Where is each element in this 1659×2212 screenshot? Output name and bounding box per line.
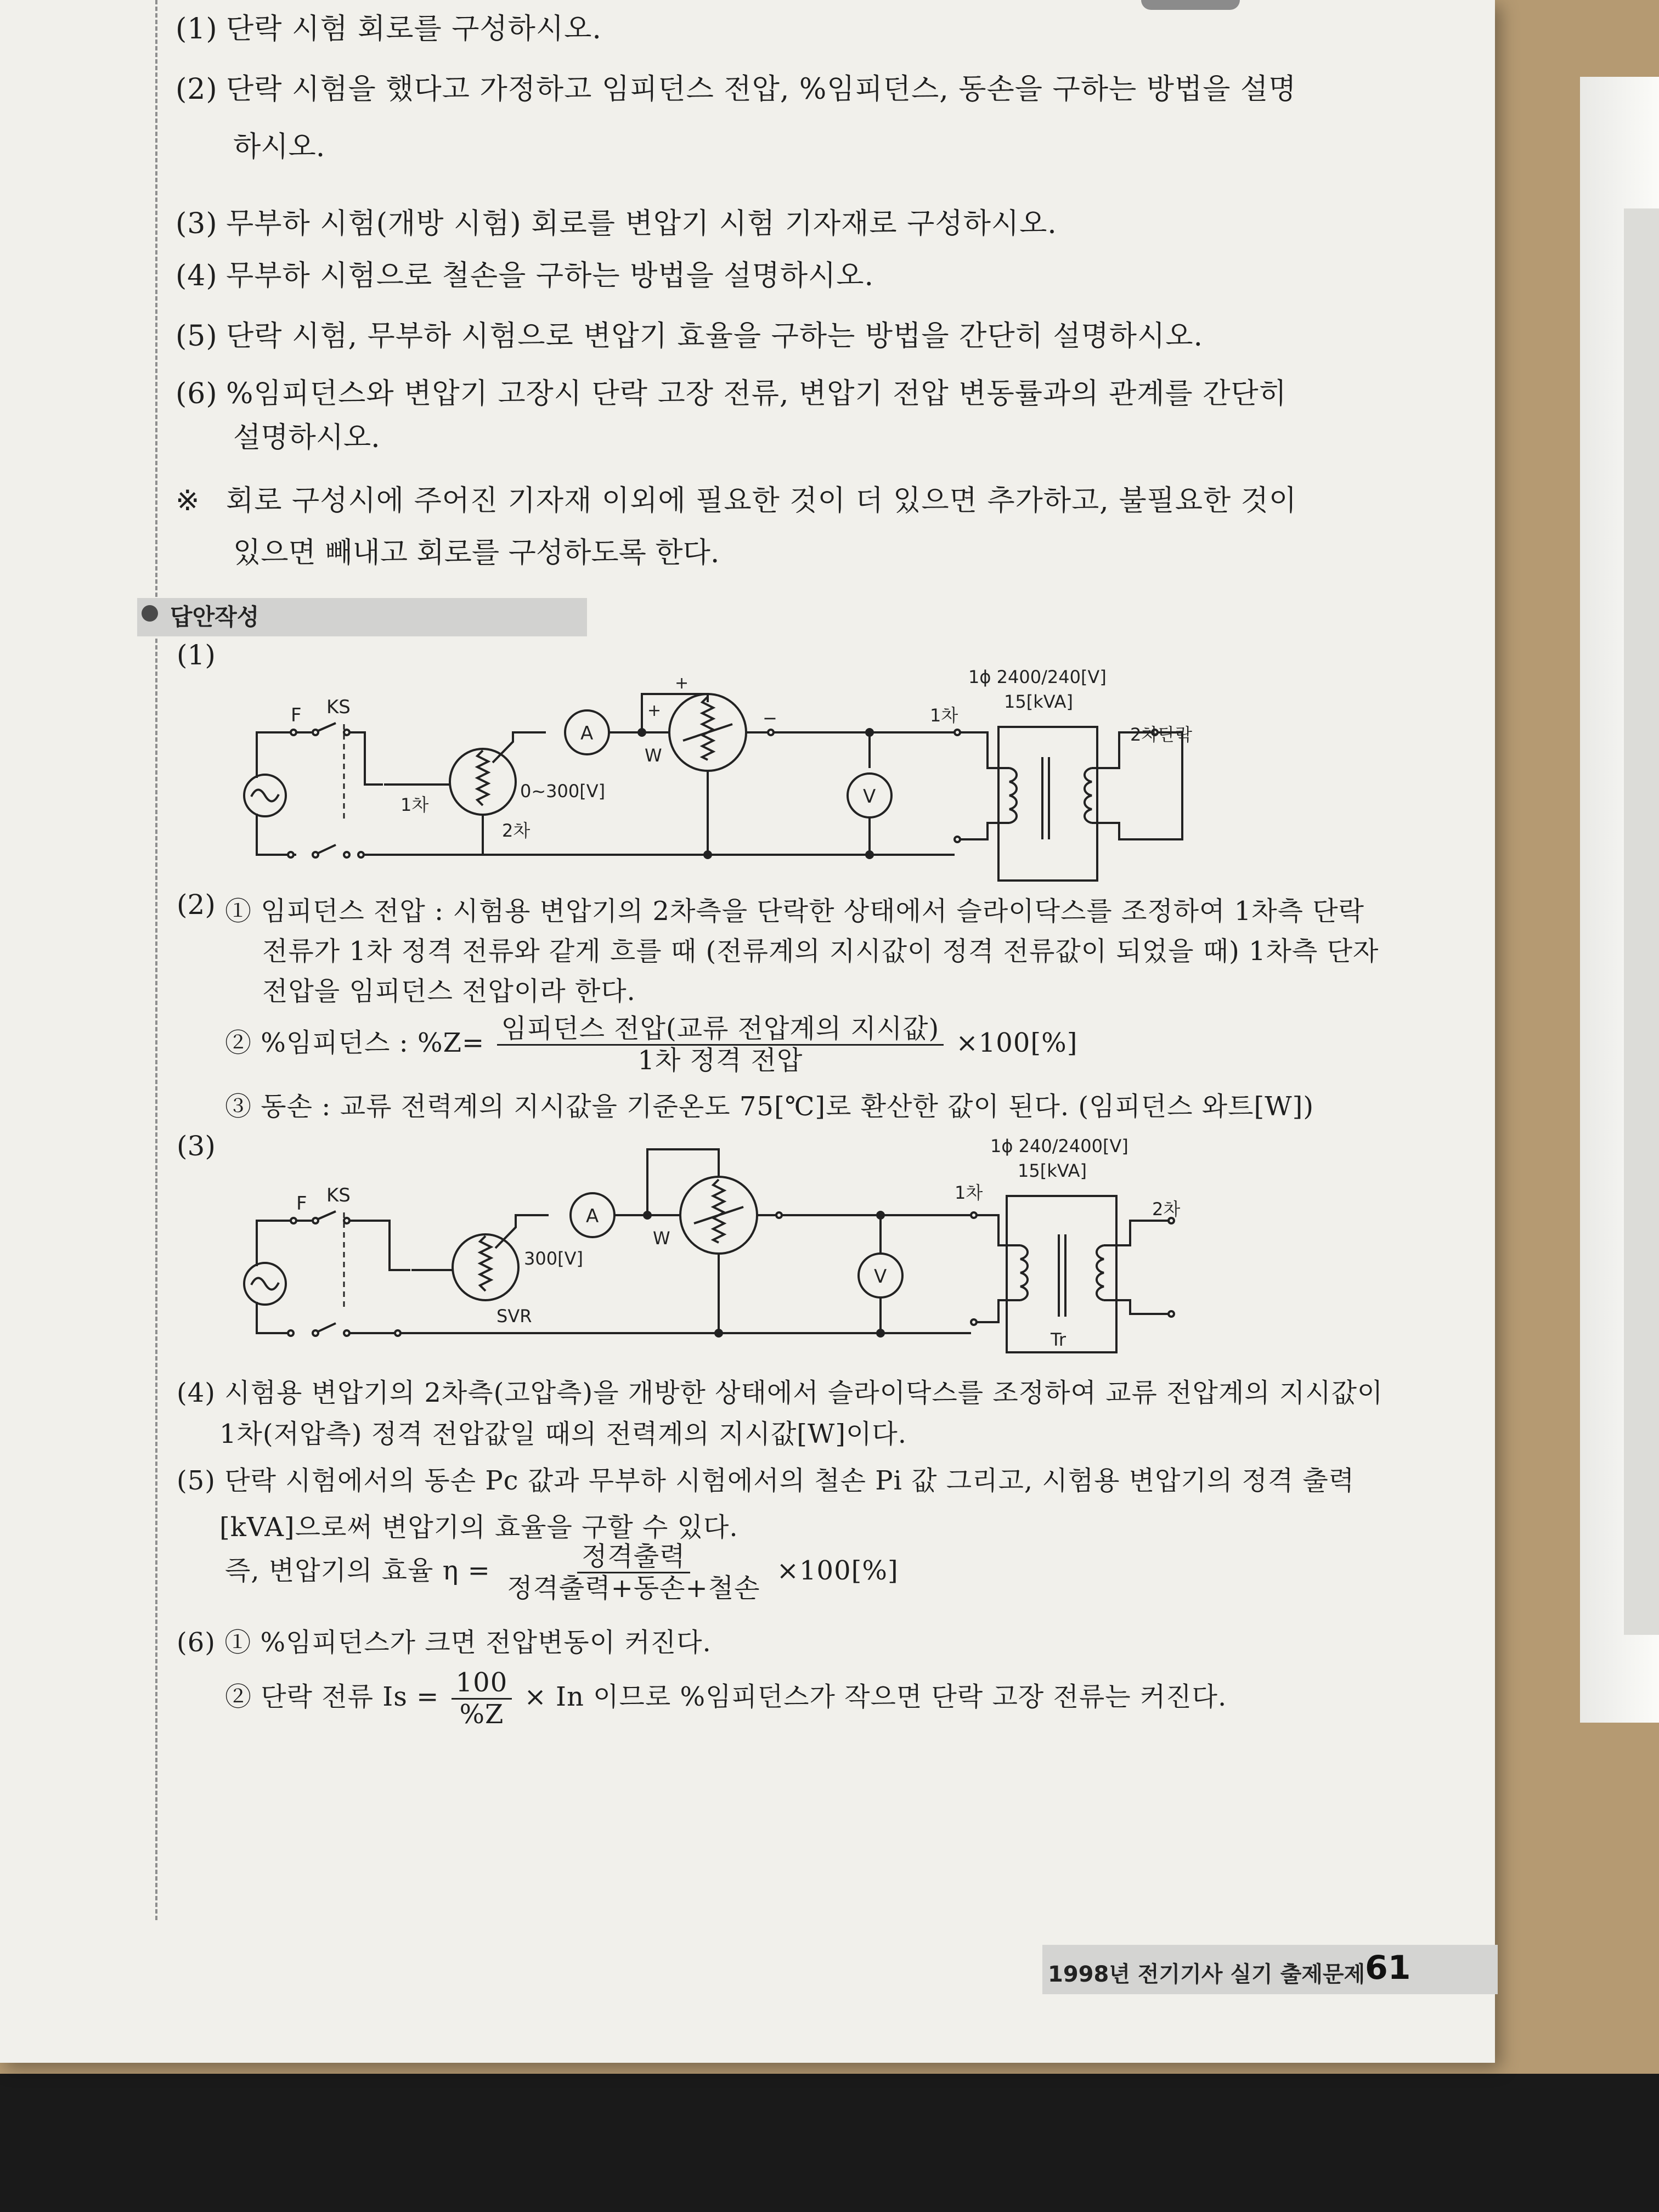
minus-terminal: − — [763, 708, 777, 729]
answer-2-item-3: ③ 동손 : 교류 전력계의 지시값을 기준온도 75[℃]로 환산한 값이 된다. (임피던스 와트[W]) — [225, 1091, 1314, 1122]
note-continued: 있으면 빼내고 회로를 구성하도록 한다. — [233, 537, 720, 569]
answer-3-label: (3) — [177, 1130, 216, 1162]
answer-5: (5) 단락 시험에서의 동손 Pc 값과 무부하 시험에서의 철손 Pi 값 그리고, 시험용 변압기의 정격 출력 — [177, 1465, 1355, 1496]
answer-2-label: (2) — [177, 889, 216, 921]
question-1: (1) 단락 시험 회로를 구성하시오. — [176, 13, 602, 46]
question-5: (5) 단락 시험, 무부하 시험으로 변압기 효율을 구하는 방법을 간단히 설명하시오. — [176, 320, 1204, 353]
short-circuit-test-diagram — [219, 658, 1207, 889]
wattmeter-label: W — [645, 745, 662, 766]
answer-6-item-2: ② 단락 전류 Is = $\frac{100}{\%Z}$ × In 이므로 %임피던스가 작으면 단락 고장 전류는 커진다. — [225, 1667, 1227, 1730]
answer-1-label: (1) — [177, 639, 216, 671]
switch-label: KS — [326, 696, 351, 718]
answer-2-item-1-line-3: 전압을 임피던스 전압이라 한다. — [262, 976, 636, 1007]
ammeter-label: A — [586, 1205, 599, 1227]
percent-impedance-fraction: $\frac{\text{임피던스 전압(교류 전압계의 지시값)}}{\text{1차 정격 전압}}$ — [497, 1014, 944, 1076]
question-2: (2) 단락 시험을 했다고 가정하고 임피던스 전압, %임피던스, 동손을 구하는 방법을 설명 — [176, 73, 1297, 106]
transformer-primary-label: 1차 — [955, 1182, 983, 1203]
plus-terminal-1: + — [675, 674, 689, 693]
voltmeter-label: V — [863, 786, 876, 808]
plus-terminal-2: + — [647, 701, 662, 720]
answer-title: 답안작성 — [170, 603, 259, 630]
question-4: (4) 무부하 시험으로 철손을 구하는 방법을 설명하시오. — [176, 259, 874, 292]
top-tab — [1141, 0, 1240, 10]
voltmeter-label: V — [874, 1266, 887, 1288]
question-6-continued: 설명하시오. — [233, 421, 380, 454]
svr-voltage-label: 300[V] — [524, 1248, 583, 1269]
margin-line — [155, 0, 157, 1920]
desk-background — [0, 2074, 1659, 2212]
fuse-label: F — [296, 1193, 307, 1215]
page-number: 61 — [1365, 1949, 1411, 1987]
answer-4-line-2: 1차(저압측) 정격 전압값일 때의 전력계의 지시값[W]이다. — [219, 1419, 907, 1449]
adjacent-pages-edge — [1624, 208, 1659, 1635]
footer-title: 1998년 전기기사 실기 출제문제 — [1048, 1962, 1365, 1987]
svr-label: SVR — [496, 1306, 532, 1327]
efficiency-equation: 즉, 변압기의 효율 η = $\frac{\text{정격출력}}{\text{정격출력+동손+철손}}$ ×100[%] — [225, 1541, 899, 1604]
question-2-continued: 하시오. — [233, 131, 325, 163]
question-6: (6) %임피던스와 변압기 고장시 단락 고장 전류, 변압기 전압 변동률과의 관계를 간단히 — [176, 377, 1287, 410]
wattmeter-label: W — [653, 1228, 670, 1249]
transformer-rating: 1ϕ 2400/240[V] — [968, 667, 1107, 687]
slidac-range-label: 0~300[V] — [520, 781, 606, 802]
fuse-label: F — [291, 704, 302, 726]
transformer-primary-label: 1차 — [930, 705, 958, 726]
question-3: (3) 무부하 시험(개방 시험) 회로를 변압기 시험 기자재로 구성하시오. — [176, 207, 1057, 240]
answer-2-item-2: ② %임피던스 : %Z= $\frac{\text{임피던스 전압(교류 전압계의 지시값)}}{\text{1차 정격 전압}}$ ×100[%] — [225, 1013, 1078, 1076]
answer-5-line-2: [kVA]으로써 변압기의 효율을 구할 수 있다. — [219, 1512, 738, 1543]
transformer-capacity: 15[kVA] — [1004, 691, 1073, 712]
transformer-label: Tr — [1051, 1329, 1066, 1350]
answer-4: (4) 시험용 변압기의 2차측(고압측)을 개방한 상태에서 슬라이닥스를 조정하여 교류 전압계의 지시값이 — [177, 1378, 1384, 1408]
no-load-test-diagram — [219, 1133, 1207, 1363]
note: ※ 회로 구성시에 주어진 기자재 이외에 필요한 것이 더 있으면 추가하고, 불필요한 것이 — [176, 484, 1297, 517]
switch-label: KS — [326, 1184, 351, 1206]
secondary-short-label: 2차단락 — [1130, 724, 1193, 745]
answer-2-item-1: ① 임피던스 전압 : 시험용 변압기의 2차측을 단락한 상태에서 슬라이닥스를 조정하여 1차측 단락 — [225, 896, 1364, 927]
answer-6: (6) ① %임피던스가 크면 전압변동이 커진다. — [177, 1627, 712, 1658]
transformer-secondary-label: 2차 — [1152, 1199, 1181, 1220]
bullet-icon — [142, 605, 158, 622]
short-circuit-fraction: $\frac{100}{\%Z}$ — [452, 1668, 512, 1730]
transformer-capacity: 15[kVA] — [1018, 1160, 1087, 1181]
transformer-rating: 1ϕ 240/2400[V] — [990, 1136, 1128, 1156]
slidac-primary-label: 1차 — [400, 794, 429, 815]
ammeter-label: A — [580, 723, 594, 744]
answer-2-item-1-line-2: 전류가 1차 정격 전류와 같게 흐를 때 (전류계의 지시값이 정격 전류값이 되었을 때) 1차측 단자 — [262, 936, 1379, 967]
slidac-secondary-label: 2차 — [502, 820, 531, 841]
efficiency-fraction: $\frac{\text{정격출력}}{\text{정격출력+동손+철손}}$ — [507, 1541, 760, 1604]
